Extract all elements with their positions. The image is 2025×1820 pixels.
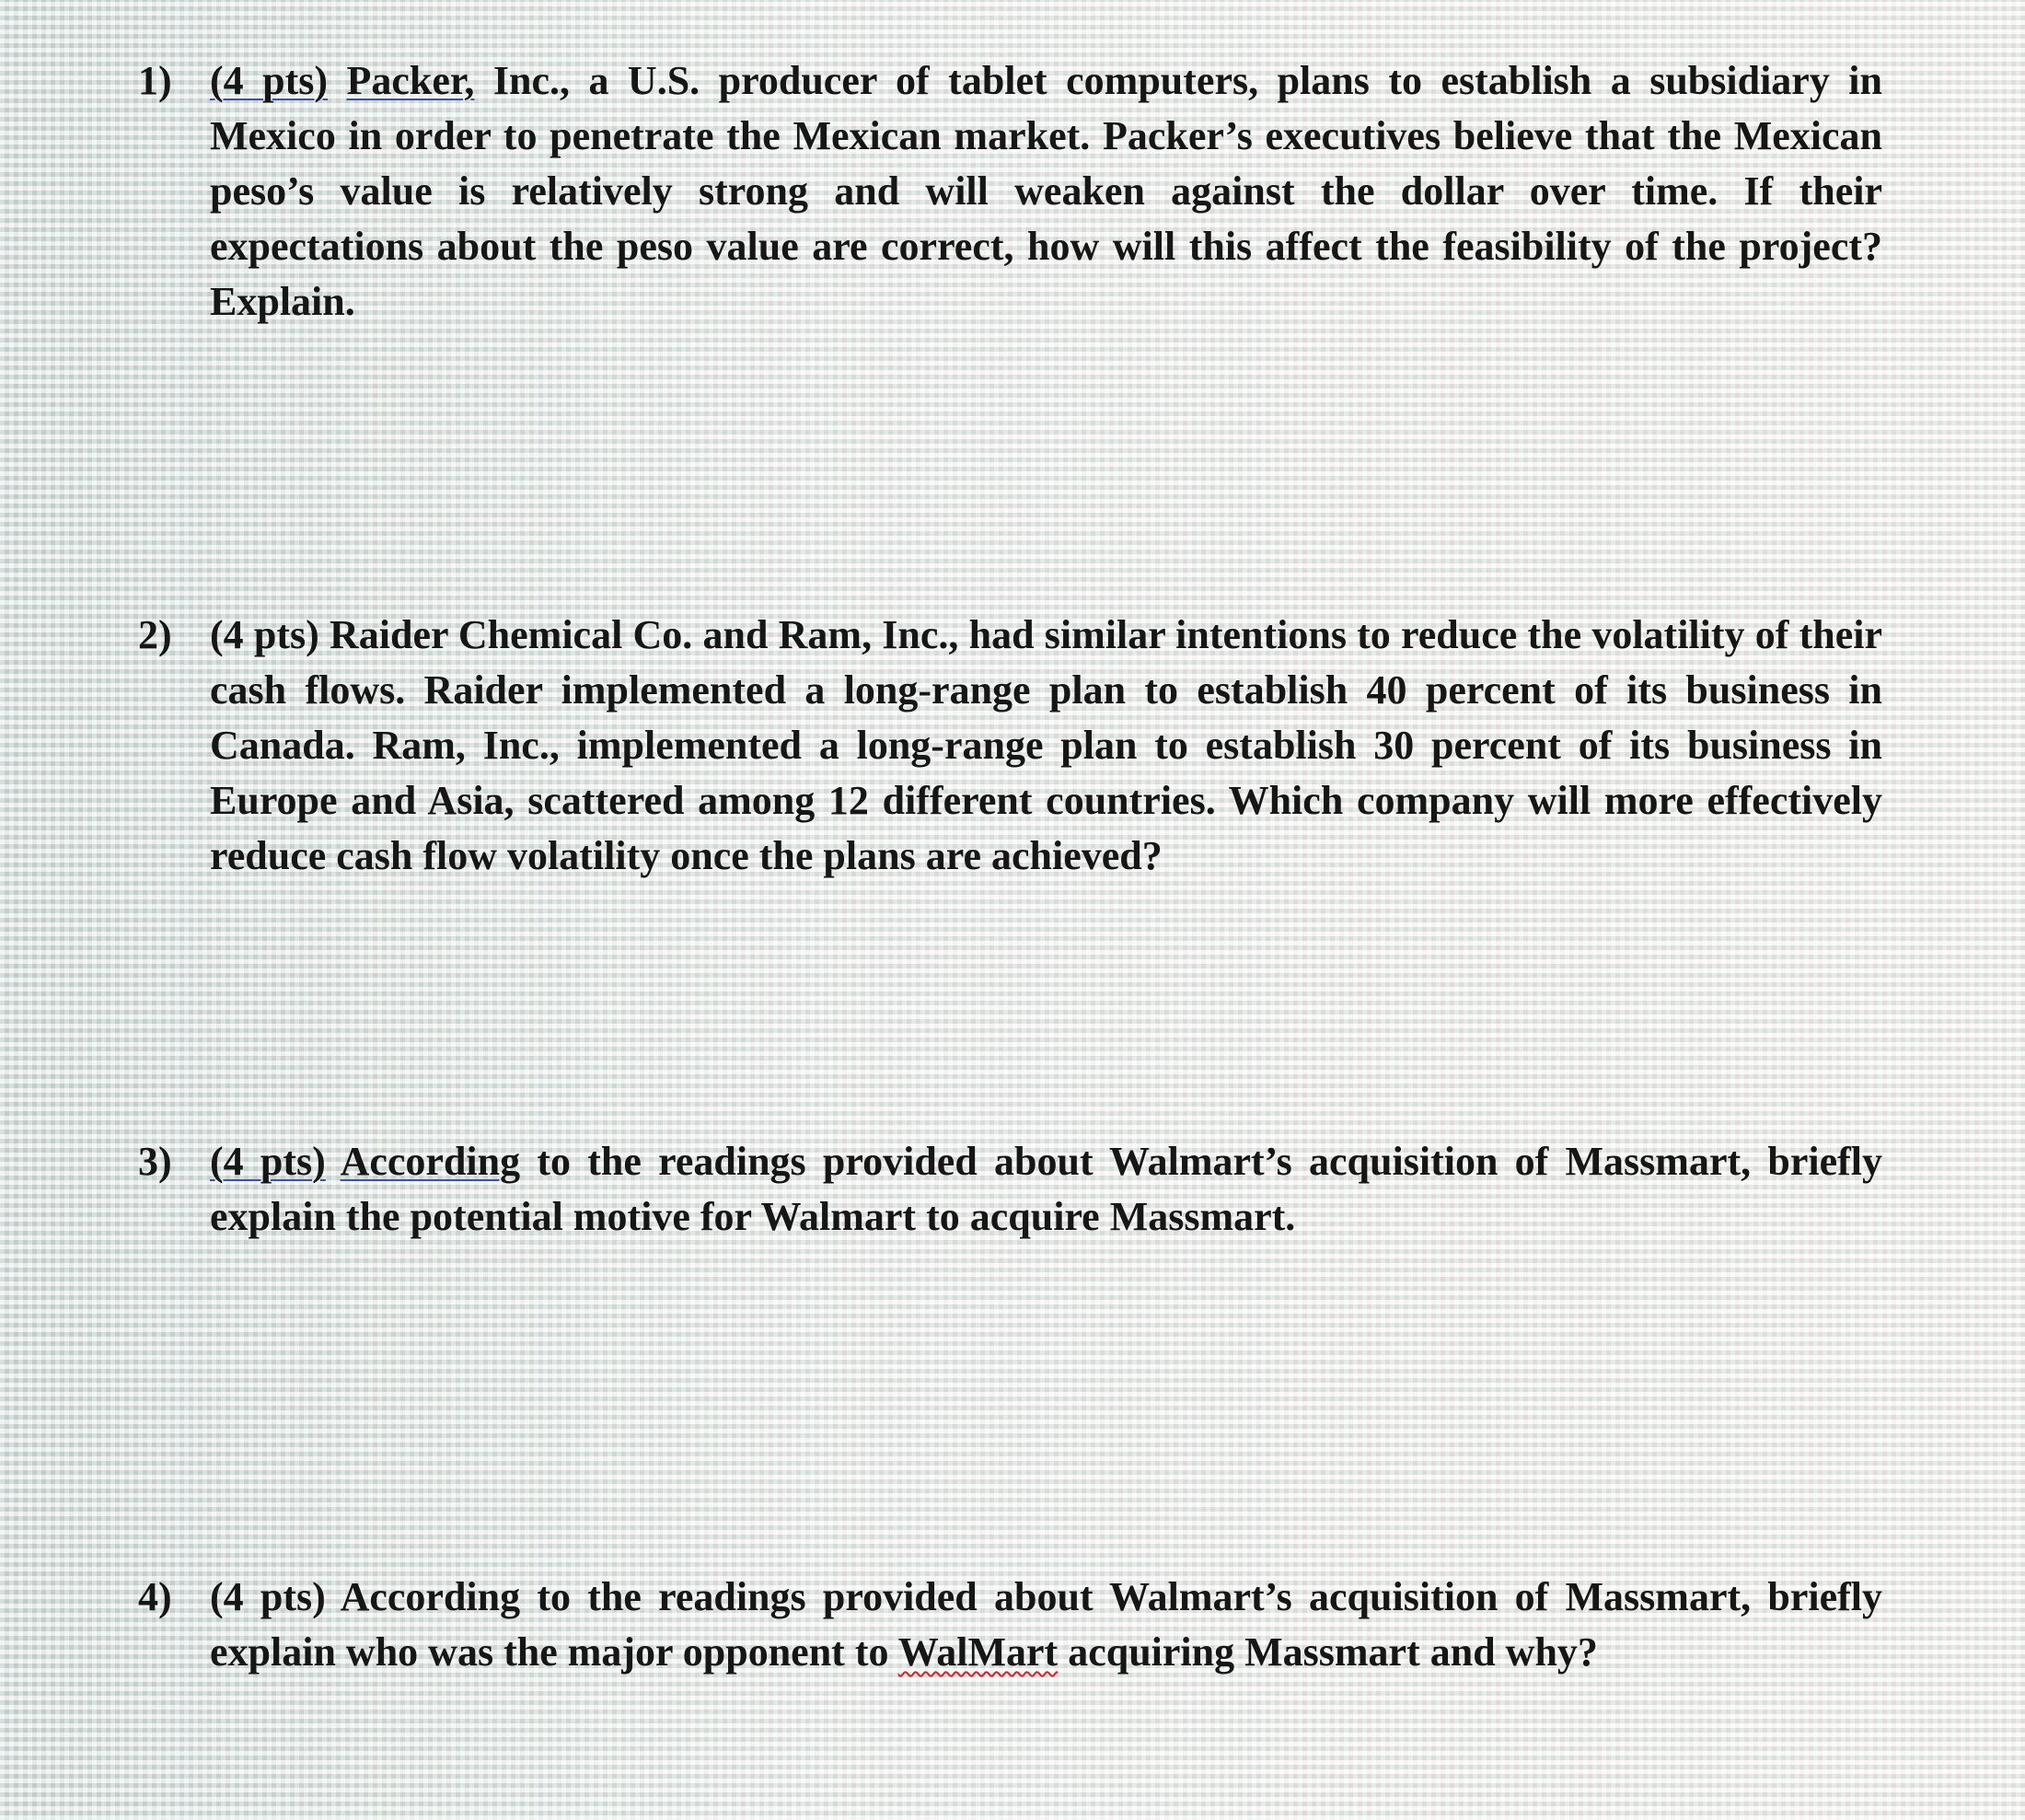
- question-3: [138, 1134, 1882, 1245]
- question-body: Inc., a U.S. producer of tablet computers, plans to establish a subsidiary in Mexico in order to penetrate the Mexican market. Packer’s executives believe that the Mexican peso’s value is relatively strong and will weaken against the dollar over time. If their expectations about the peso value are correct, how will this affect the feasibility of the project? Explain.: [210, 58, 1882, 324]
- question-4: [138, 1570, 1882, 1680]
- question-number: 4): [138, 1574, 172, 1619]
- question-body: Raider Chemical Co. and Ram, Inc., had similar intentions to reduce the volatility of their cash flows. Raider implemented a long-range plan to establish 40 percent of its business in Canada. Ram, Inc., implemented a long-range plan to establish 30 percent of its business in Europe and Asia, scattered among 12 different countries. Which company will more effectively reduce cash flow volatility once the plans are achieved?: [210, 612, 1882, 878]
- question-number: 2): [138, 612, 172, 657]
- question-number: 3): [138, 1139, 172, 1184]
- company-name: Packer,: [346, 58, 475, 103]
- lead-word: According: [340, 1139, 521, 1184]
- points-label: (4 pts): [210, 612, 319, 657]
- question-2: [138, 608, 1882, 884]
- points-label: (4 pts): [210, 1139, 326, 1184]
- question-text: [210, 608, 1882, 884]
- question-1: [138, 53, 1882, 330]
- points-label: (4 pts): [210, 1574, 326, 1619]
- spellcheck-flagged-word: WalMart: [897, 1629, 1059, 1675]
- question-number: 1): [138, 58, 172, 103]
- question-body-end: acquiring Massmart and why?: [1058, 1629, 1598, 1675]
- points-label: (4 pts): [210, 58, 329, 103]
- question-text: [210, 53, 1882, 330]
- question-text: [210, 1570, 1882, 1680]
- question-body-start: According to the readings provided about Walmart’s acquisition of Massmart, briefly explain who was the major opponent to: [210, 1574, 1882, 1675]
- question-text: [210, 1134, 1882, 1245]
- question-body: to the readings provided about Walmart’s acquisition of Massmart, briefly explain the potential motive for Walmart to acquire Massmart.: [210, 1139, 1882, 1239]
